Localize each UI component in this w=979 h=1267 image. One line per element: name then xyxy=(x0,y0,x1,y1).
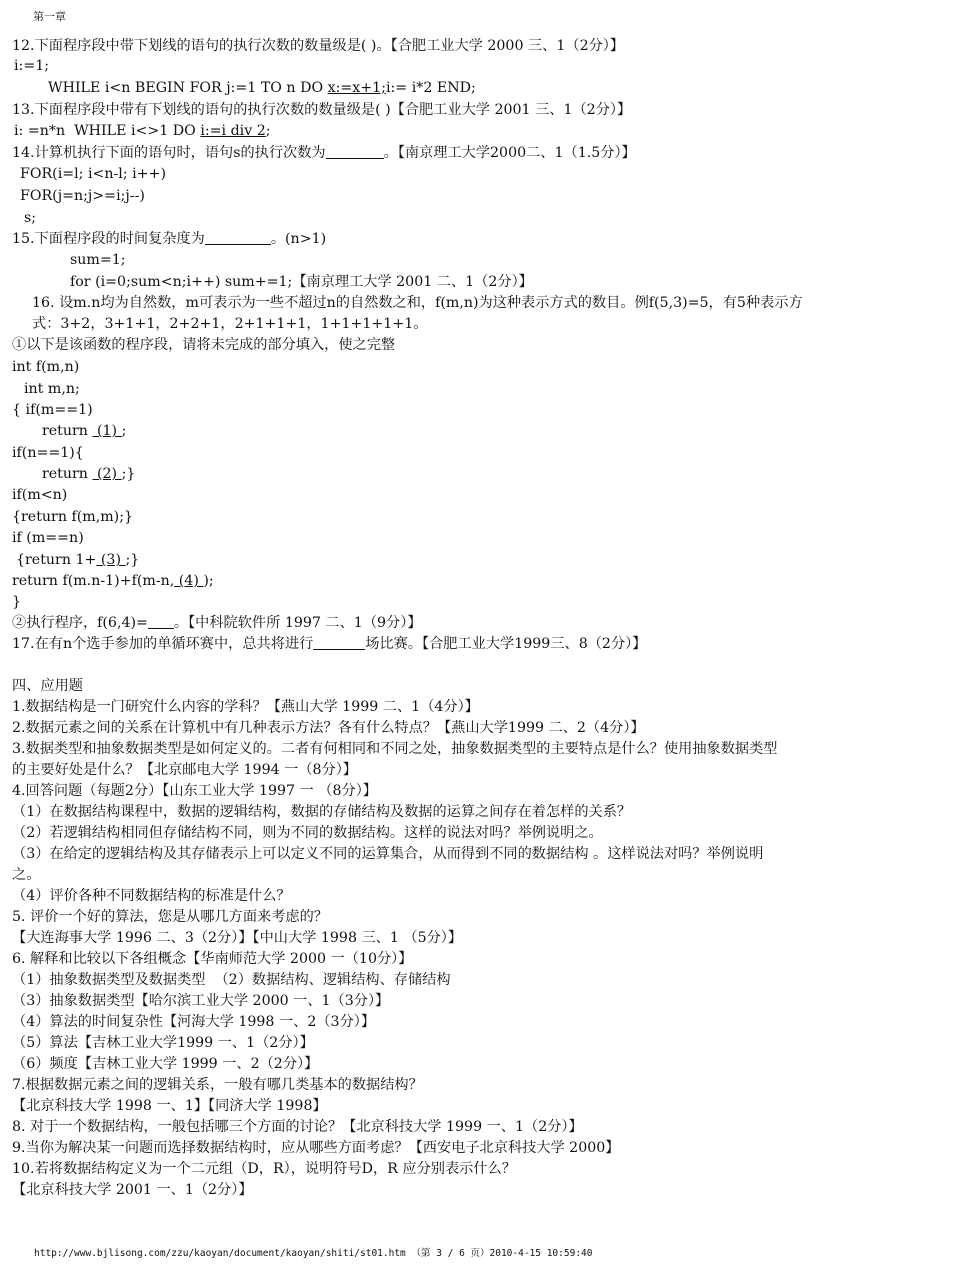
q16-code-10-post: ;} xyxy=(125,552,140,568)
app-q1: 1.数据结构是一门研究什么内容的学科？【燕山大学 1999 二、1（4分）】 xyxy=(12,699,479,715)
q16-subquestion-2 xyxy=(12,613,422,633)
q16-code-line-2: int m,n; xyxy=(24,381,80,397)
q16-code-4-pre: return xyxy=(42,423,93,439)
q16-code-11-pre: return f(m.n-1)+f(m-n, xyxy=(12,573,175,589)
q17-pre: 17.在有n个选手参加的单循环赛中，总共将进行 xyxy=(12,636,314,652)
q16-code-10-pre: {return 1+ xyxy=(16,552,97,568)
q12-code-line-2 xyxy=(48,78,476,98)
app-q3-line-2: 的主要好处是什么？【北京邮电大学 1994 一（8分）】 xyxy=(12,762,357,778)
q16-code-line-7: if(m<n) xyxy=(12,487,68,503)
app-q6-item-1-2: （1）抽象数据类型及数据类型 （2）数据结构、逻辑结构、存储结构 xyxy=(12,972,451,988)
app-q6-item-4: （4）算法的时间复杂性【河海大学 1998 一、2（3分）】 xyxy=(12,1014,376,1030)
app-q8: 8. 对于一个数据结构，一般包括哪三个方面的讨论？【北京科技大学 1999 一、1（2分）】 xyxy=(12,1119,583,1135)
q16-code-line-10 xyxy=(16,550,139,570)
app-q6-item-6: （6）频度【吉林工业大学 1999 一、2（2分）】 xyxy=(12,1056,319,1072)
q16-code-line-11 xyxy=(12,571,214,591)
app-q6-item-3: （3）抽象数据类型【哈尔滨工业大学 2000 一、1（3分）】 xyxy=(12,993,390,1009)
q16-subquestion-1: ①以下是该函数的程序段，请将未完成的部分填入，使之完整 xyxy=(12,337,396,353)
q15-answer-blank xyxy=(205,230,271,245)
q16-code-line-9: if (m==n) xyxy=(12,530,84,546)
q14-answer-blank xyxy=(326,144,384,159)
q16-sub2-pre: ②执行程序，f(6,4)= xyxy=(12,615,148,631)
app-q5-sources: 【大连海事大学 1996 二、3（2分）】【中山大学 1998 三、1 （5分）】 xyxy=(12,930,463,946)
q13-underlined-statement: i:=i div 2 xyxy=(200,123,266,139)
app-q7: 7.根据数据元素之间的逻辑关系，一般有哪几类基本的数据结构？ xyxy=(12,1077,423,1093)
q13-code-post: ; xyxy=(265,123,271,139)
q16-code-line-12: } xyxy=(12,594,22,610)
q12-code-post: i:= i*2 END; xyxy=(385,80,476,96)
q16-code-11-post: ); xyxy=(203,573,214,589)
app-q10-sources: 【北京科技大学 2001 一、1（2分）】 xyxy=(12,1182,253,1198)
app-q4-item-4: （4）评价各种不同数据结构的标准是什么？ xyxy=(12,888,291,904)
q16-code-line-8: {return f(m,m);} xyxy=(12,509,134,525)
q15-title-pre: 15.下面程序段的时间复杂度为 xyxy=(12,231,205,247)
q15-title-post: 。(n>1) xyxy=(270,231,327,247)
app-q9: 9.当你为解决某一问题而选择数据结构时，应从哪些方面考虑？【西安电子北京科技大学 2000】 xyxy=(12,1140,620,1156)
q16-code-6-pre: return xyxy=(42,466,93,482)
q14-code-line-2: FOR(j=n;j>=i;j--) xyxy=(20,188,145,204)
q16-code-line-4 xyxy=(42,421,126,441)
q15-title xyxy=(12,229,326,249)
section-4-heading: 四、应用题 xyxy=(12,678,83,694)
app-q2: 2.数据元素之间的关系在计算机中有几种表示方法？各有什么特点？【燕山大学1999 二、2（4分）】 xyxy=(12,720,645,736)
app-q3-line-1: 3.数据类型和抽象数据类型是如何定义的。二者有何相同和不同之处，抽象数据类型的主要特点是什么？使用抽象数据类型 xyxy=(12,741,778,757)
q12-code-pre: WHILE i<n BEGIN FOR j:=1 TO n DO xyxy=(48,80,328,96)
app-q4-item-1: （1）在数据结构课程中，数据的逻辑结构，数据的存储结构及数据的运算之间存在着怎样的关系？ xyxy=(12,804,632,820)
chapter-header: 第一章 xyxy=(33,10,66,23)
q16-code-6-post: ;} xyxy=(121,466,136,482)
q15-code-line-1: sum=1; xyxy=(70,252,126,268)
app-q4-item-2: （2）若逻辑结构相同但存储结构不同，则为不同的数据结构。这样的说法对吗？举例说明之。 xyxy=(12,825,603,841)
q17-post: 场比赛。【合肥工业大学1999三、8（2分）】 xyxy=(365,636,647,652)
q14-title xyxy=(12,143,636,163)
app-q4-item-3-line-1: （3）在给定的逻辑结构及其存储表示上可以定义不同的运算集合，从而得到不同的数据结构 。这样说法对吗？举例说明 xyxy=(12,846,764,862)
q16-code-line-6 xyxy=(42,464,135,484)
app-q6: 6. 解释和比较以下各组概念【华南师范大学 2000 一（10分）】 xyxy=(12,951,413,967)
app-q7-sources: 【北京科技大学 1998 一、1】【同济大学 1998】 xyxy=(12,1098,327,1114)
q17-question xyxy=(12,634,646,654)
q14-code-line-3: s; xyxy=(24,210,37,226)
q15-code-line-2: for (i=0;sum<n;i++) sum+=1;【南京理工大学 2001 二、1（2分）】 xyxy=(70,274,533,290)
q13-title: 13.下面程序段中带有下划线的语句的执行次数的数量级是( )【合肥工业大学 2001 三、1（2分）】 xyxy=(12,102,632,118)
q13-code-pre: i: =n*n WHILE i<>1 DO xyxy=(14,123,201,139)
q16-code-line-1: int f(m,n) xyxy=(12,359,80,375)
q12-code-line-1: i:=1; xyxy=(14,58,50,74)
q12-title: 12.下面程序段中带下划线的语句的执行次数的数量级是( )。【合肥工业大学 2000 三、1（2分）】 xyxy=(12,38,625,54)
q14-code-line-1: FOR(i=l; i<n-l; i++) xyxy=(20,166,166,182)
app-q6-item-5: （5）算法【吉林工业大学1999 一、1（2分）】 xyxy=(12,1035,314,1051)
app-q4: 4.回答问题（每题2分）【山东工业大学 1997 一 （8分）】 xyxy=(12,783,377,799)
q16-code-4-post: ; xyxy=(121,423,127,439)
q17-answer-blank xyxy=(313,635,365,650)
q16-blank-2: (2) xyxy=(92,466,122,482)
q16-title-line-1: 16. 设m.n均为自然数，m可表示为一些不超过n的自然数之和，f(m,n)为这种表示方式的数目。例f(5,3)=5，有5种表示方 xyxy=(32,295,803,311)
q14-title-post: 。【南京理工大学2000二、1（1.5分）】 xyxy=(383,145,636,161)
q16-blank-1: (1) xyxy=(92,423,122,439)
q16-title-line-2: 式：3+2，3+1+1，2+2+1，2+1+1+1，1+1+1+1+1。 xyxy=(32,316,428,332)
q16-sub2-blank xyxy=(148,614,174,629)
q16-sub2-post: 。【中科院软件所 1997 二、1（9分）】 xyxy=(173,615,422,631)
app-q10: 10.若将数据结构定义为一个二元组（D，R），说明符号D，R 应分别表示什么？ xyxy=(12,1161,516,1177)
app-q5: 5. 评价一个好的算法，您是从哪几方面来考虑的？ xyxy=(12,909,328,925)
q16-code-line-5: if(n==1){ xyxy=(12,445,84,461)
page-footer-url: http://www.bjlisong.com/zzu/kaoyan/document/kaoyan/shiti/st01.htm （第 3 / 6 页）2010-4-15 10:59:40 xyxy=(34,1248,593,1259)
q14-title-pre: 14.计算机执行下面的语句时，语句s的执行次数为 xyxy=(12,145,326,161)
q12-underlined-statement: x:=x+1; xyxy=(327,80,386,96)
q13-code-line xyxy=(14,121,271,141)
q16-blank-4: (4) xyxy=(174,573,204,589)
q16-code-line-3: { if(m==1) xyxy=(12,402,93,418)
app-q4-item-3-line-2: 之。 xyxy=(12,867,41,883)
q16-blank-3: (3) xyxy=(96,552,126,568)
